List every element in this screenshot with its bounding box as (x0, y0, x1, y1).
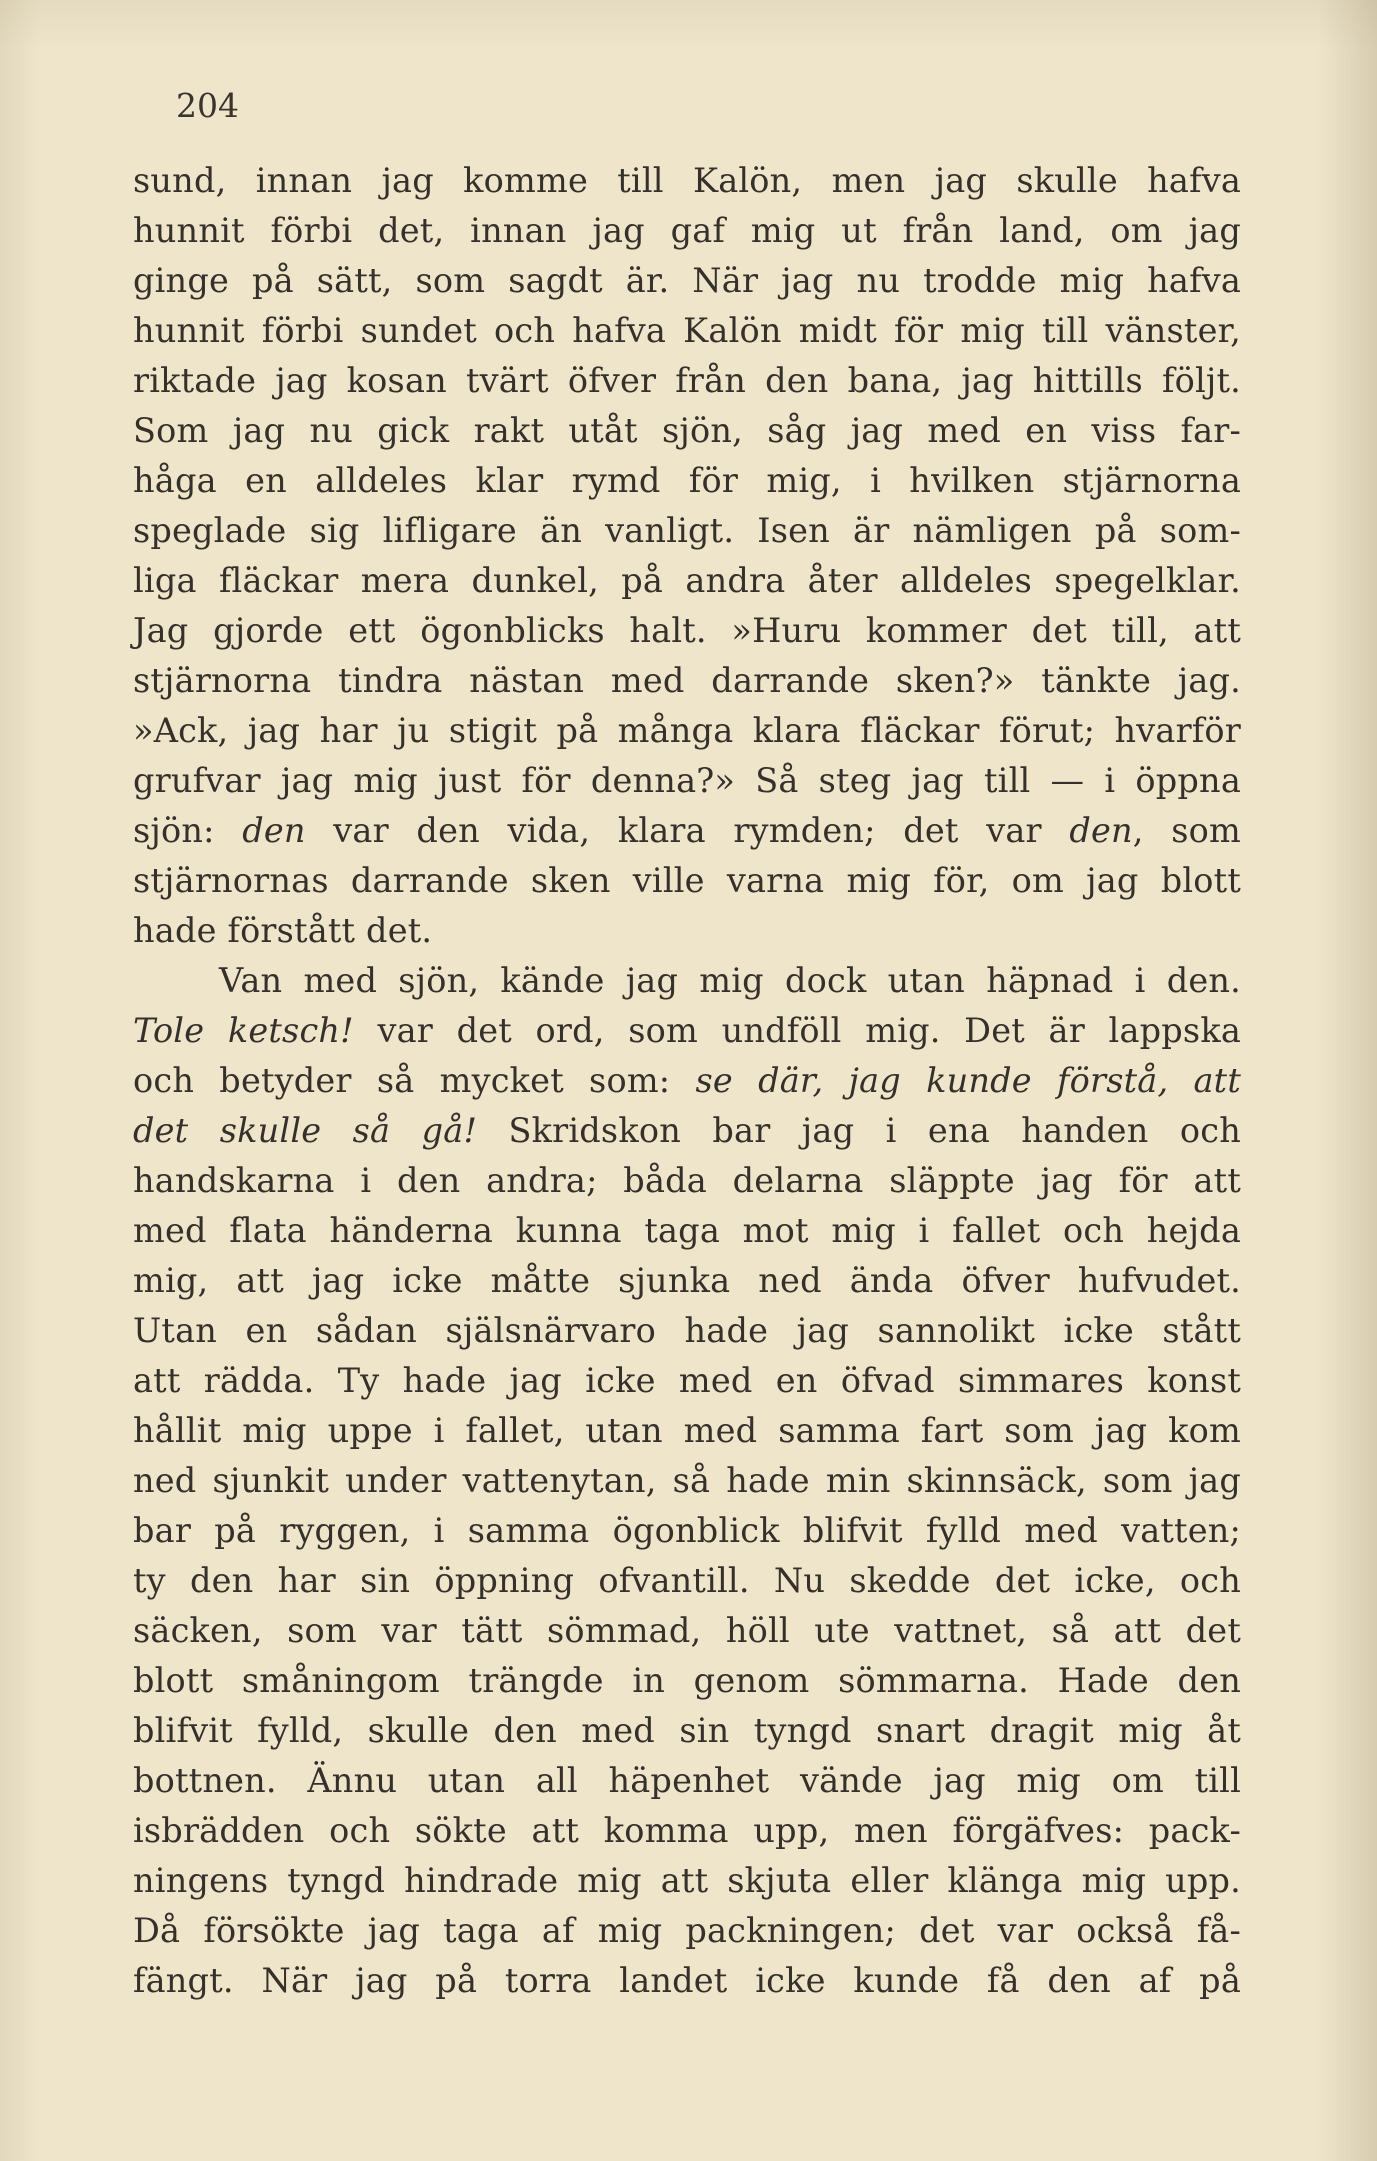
text-line: ned sjunkit under vattenytan, så hade min skinnsäck, som jag (133, 1461, 1241, 1500)
text-line: och betyder så mycket som: se där, jag kunde förstå, att (133, 1061, 1241, 1100)
text-line: Då försökte jag taga af mig packningen; det var också få- (133, 1911, 1241, 1950)
text-line: bar på ryggen, i samma ögonblick blifvit fylld med vatten; (133, 1511, 1241, 1550)
text-line: handskarna i den andra; båda delarna släppte jag för att (133, 1161, 1241, 1200)
italic-phrase: det skulle så gå! (133, 1111, 478, 1150)
italic-word: den (1069, 811, 1133, 850)
italic-phrase: se där, jag kunde förstå, att (695, 1061, 1241, 1100)
text-line: mig, att jag icke måtte sjunka ned ända öfver hufvudet. (133, 1261, 1241, 1300)
text-line: håga en alldeles klar rymd för mig, i hvilken stjärnorna (133, 461, 1241, 500)
text-line: ty den har sin öppning ofvantill. Nu skedde det icke, och (133, 1561, 1241, 1600)
text-line: blott småningom trängde in genom sömmarna. Hade den (133, 1661, 1241, 1700)
body-text (133, 156, 1241, 2006)
text-line: isbrädden och sökte att komma upp, men förgäfves: pack- (133, 1811, 1241, 1850)
text-line: hunnit förbi det, innan jag gaf mig ut från land, om jag (133, 211, 1241, 250)
page-number: 204 (176, 86, 239, 125)
text-line: Jag gjorde ett ögonblicks halt. »Huru kommer det till, att (133, 611, 1241, 650)
text-line: bottnen. Ännu utan all häpenhet vände jag mig om till (133, 1761, 1241, 1800)
text-line: sjön: den var den vida, klara rymden; det var den, som (133, 811, 1241, 850)
text-line: riktade jag kosan tvärt öfver från den bana, jag hittills följt. (133, 361, 1241, 400)
text-line: blifvit fylld, skulle den med sin tyngd snart dragit mig åt (133, 1711, 1241, 1750)
text-line: med flata händerna kunna taga mot mig i fallet och hejda (133, 1211, 1241, 1250)
text-line: det skulle så gå! Skridskon bar jag i ena handen och (133, 1111, 1241, 1150)
text-line: ningens tyngd hindrade mig att skjuta eller klänga mig upp. (133, 1861, 1241, 1900)
text-line: säcken, som var tätt sömmad, höll ute vattnet, så att det (133, 1611, 1241, 1650)
italic-phrase: Tole ketsch! (133, 1011, 354, 1050)
text-line: liga fläckar mera dunkel, på andra åter alldeles spegelklar. (133, 561, 1241, 600)
text-line: hunnit förbi sundet och hafva Kalön midt för mig till vänster, (133, 311, 1241, 350)
text-line: att rädda. Ty hade jag icke med en öfvad simmares konst (133, 1361, 1241, 1400)
text-line: grufvar jag mig just för denna?» Så steg jag till — i öppna (133, 761, 1241, 800)
text-line: ginge på sätt, som sagdt är. När jag nu trodde mig hafva (133, 261, 1241, 300)
text-line: Som jag nu gick rakt utåt sjön, såg jag med en viss far- (133, 411, 1241, 450)
text-line: Utan en sådan själsnärvaro hade jag sannolikt icke stått (133, 1311, 1241, 1350)
text-line: hade förstått det. (133, 911, 433, 950)
paragraph-start-line: Van med sjön, kände jag mig dock utan häpnad i den. (219, 961, 1241, 1000)
text-line: hållit mig uppe i fallet, utan med samma fart som jag kom (133, 1411, 1241, 1450)
text-line: stjärnorna tindra nästan med darrande sken?» tänkte jag. (133, 661, 1241, 700)
text-line: »Ack, jag har ju stigit på många klara fläckar förut; hvarför (133, 711, 1241, 750)
text-line: speglade sig lifligare än vanligt. Isen är nämligen på som- (133, 511, 1241, 550)
text-line: Tole ketsch! var det ord, som undföll mig. Det är lappska (133, 1011, 1241, 1050)
text-line: sund, innan jag komme till Kalön, men jag skulle hafva (133, 161, 1241, 200)
text-line: fängt. När jag på torra landet icke kunde få den af på (133, 1961, 1241, 2000)
text-line: stjärnornas darrande sken ville varna mig för, om jag blott (133, 861, 1241, 900)
italic-word: den (242, 811, 306, 850)
